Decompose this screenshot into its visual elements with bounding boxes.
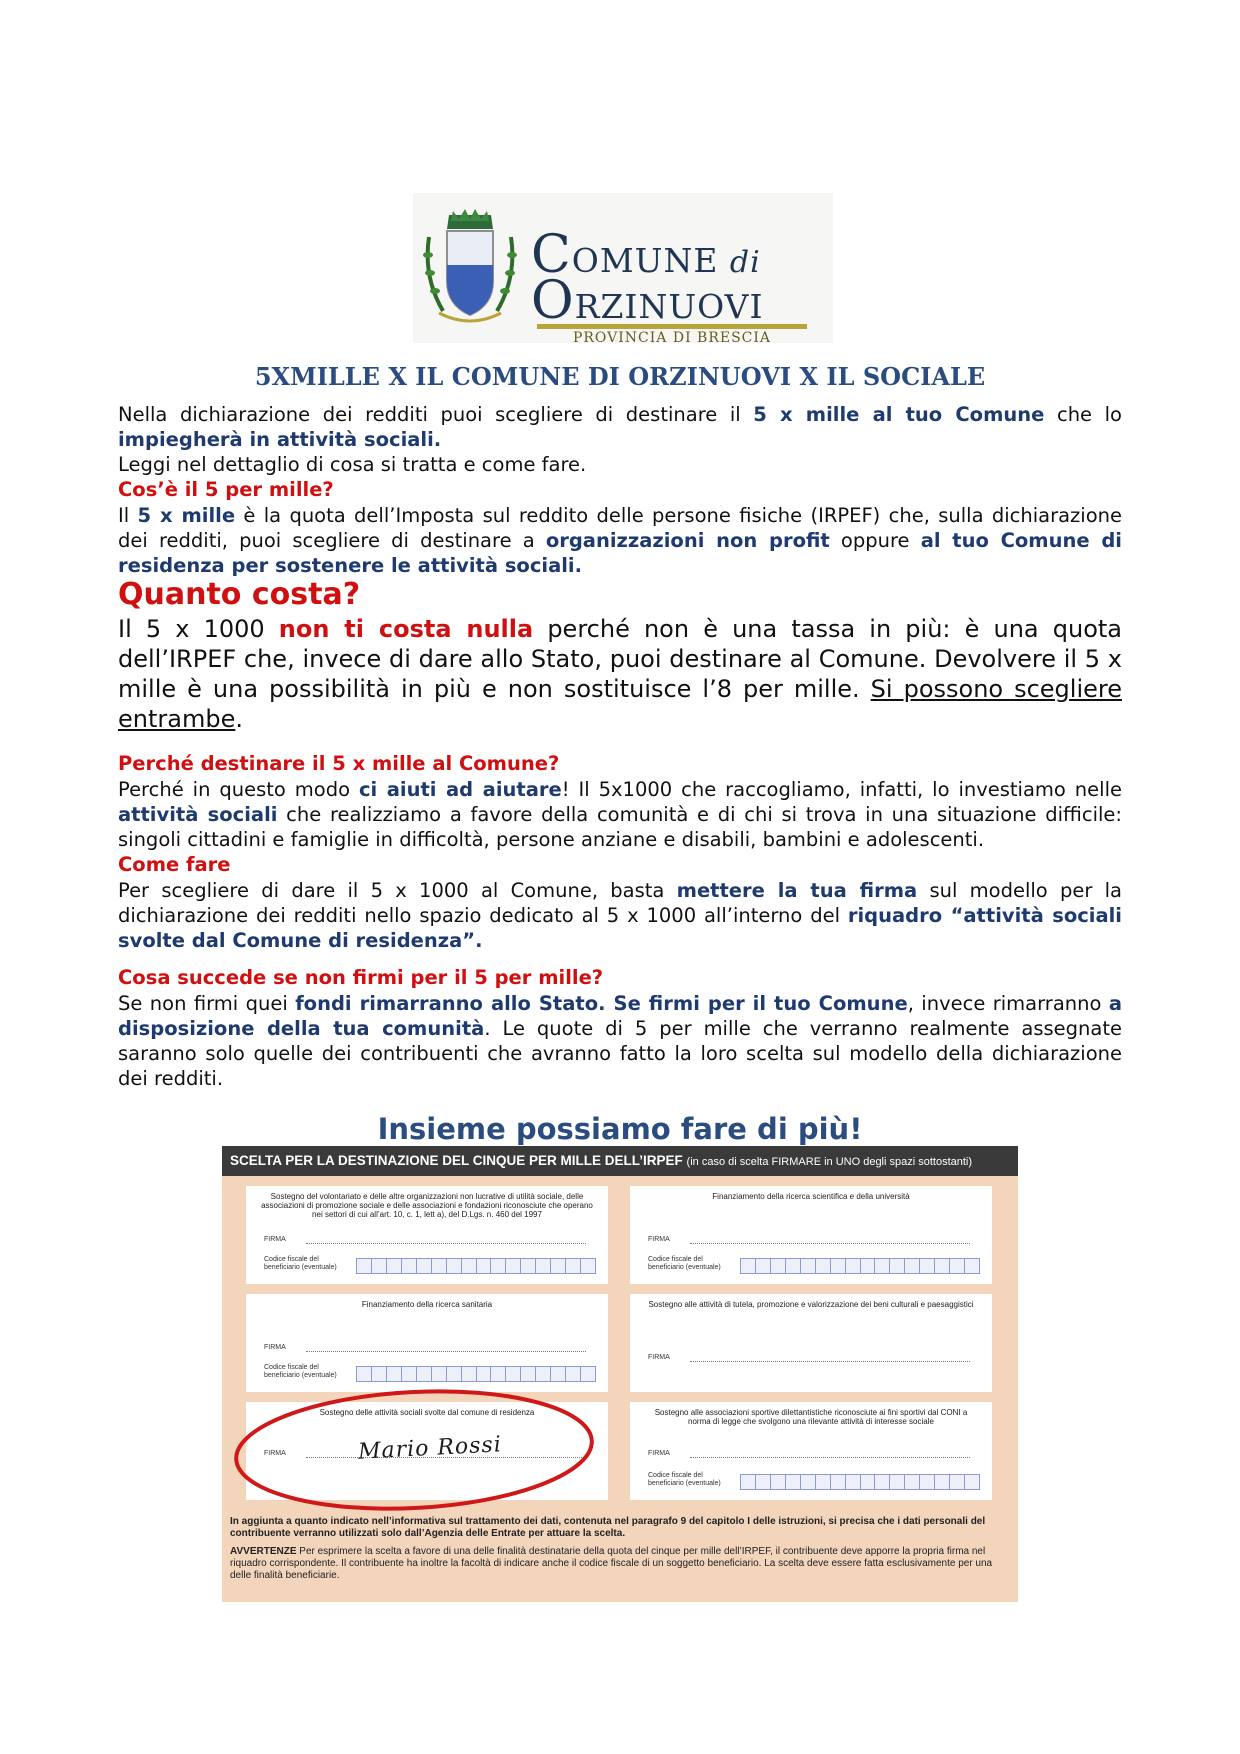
- heading-how: Come fare: [118, 853, 231, 876]
- what-paragraph: Il 5 x mille è la quota dell’Imposta sul reddito delle persone fisiche (IRPEF) che, sulla dichiarazione dei redditi, puoi scegliere di destinare a organizzazioni non profit oppure al tuo Comune di residenza per sostenere le attività sociali.: [118, 504, 1123, 577]
- intro-paragraph: Nella dichiarazione dei redditi puoi scegliere di destinare il 5 x mille al tuo Comune che lo impiegherà in attività sociali. Leggi nel dettaglio di cosa si tratta e come fare.: [118, 403, 1122, 476]
- logo-word-comune: COMUNE di: [531, 225, 761, 285]
- form-box-attivita-sociali: Sostegno delle attività sociali svolte dal comune di residenza FIRMA Mario Rossi: [246, 1402, 608, 1500]
- heading-what: Cos’è il 5 per mille?: [118, 478, 334, 501]
- heading-why: Perché destinare il 5 x mille al Comune?: [118, 752, 560, 775]
- call-to-action: Insieme possiamo fare di più!: [377, 1112, 863, 1146]
- form-box-beni-culturali: Sostegno alle attività di tutela, promozione e valorizzazione dei beni culturali e paesaggistici FIRMA: [630, 1294, 992, 1392]
- coat-of-arms-icon: [419, 207, 521, 331]
- form-privacy-note: In aggiunta a quanto indicato nell’informativa sul trattamento dei dati, contenuta nel paragrafo 9 del capitolo I delle istruzioni, si precisa che i dati personali del contribuente verranno utilizzati solo dall’Agenzia delle Entrate per attuare la scelta.: [230, 1516, 986, 1539]
- heading-cost: Quanto costa?: [118, 577, 361, 612]
- form-header: SCELTA PER LA DESTINAZIONE DEL CINQUE PER MILLE DELL’IRPEF (in caso di scelta FIRMARE in UNO degli spazi sottostanti): [222, 1146, 1018, 1176]
- form-box-sport: Sostegno alle associazioni sportive dilettantistiche riconosciute ai fini sportivi dal CONI a norma di legge che svolgono una rilevante attività di interesse sociale FIRMA Codice fiscale del beneficiario (eventuale): [630, 1402, 992, 1500]
- cf-grid: [740, 1474, 980, 1490]
- form-box-volontariato: Sostegno del volontariato e delle altre organizzazioni non lucrative di utilità sociale, delle associazioni di promozione sociale e delle associazioni e fondazioni riconosciute che operano nei settori di cui all’art. 10, c. 1, lett a), del D.Lgs. n. 460 del 1997 FIRMA Codice fiscale del beneficiario (eventuale): [246, 1186, 608, 1284]
- form-box-ricerca-scientifica: Finanziamento della ricerca scientifica e della università FIRMA Codice fiscale del beneficiario (eventuale): [630, 1186, 992, 1284]
- how-paragraph: Per scegliere di dare il 5 x 1000 al Comune, basta mettere la tua firma sul modello per la dichiarazione dei redditi nello spazio dedicato al 5 x 1000 all’interno del riquadro “attività sociali svolte dal Comune di residenza”.: [118, 879, 1122, 952]
- form-box-ricerca-sanitaria: Finanziamento della ricerca sanitaria FIRMA Codice fiscale del beneficiario (eventuale): [246, 1294, 608, 1392]
- cost-paragraph: Il 5 x 1000 non ti costa nulla perché non è una tassa in più: è una quota dell’IRPEF che, invece di dare allo Stato, puoi destinare al Comune. Devolvere il 5 x mille è una possibilità in più e non sostituisce l’8 per mille. Si possono scegliere entrambe.: [118, 615, 1122, 733]
- page-title: 5XMILLE X IL COMUNE DI ORZINUOVI X IL SOCIALE: [254, 362, 986, 391]
- intro-detail-text: Leggi nel dettaglio di cosa si tratta e come fare.: [118, 453, 587, 476]
- signature: Mario Rossi: [357, 1432, 503, 1465]
- why-paragraph: Perché in questo modo ci aiuti ad aiutare! Il 5x1000 che raccogliamo, infatti, lo investiamo nelle attività sociali che realizziamo a favore della comunità e di chi si trova in una situazione difficile: singoli cittadini e famiglie in difficoltà, persone anziane e disabili, bambini e adolescenti.: [118, 778, 1122, 851]
- cf-grid: [740, 1258, 980, 1274]
- cf-grid: [356, 1366, 596, 1382]
- comune-logo: [413, 193, 833, 346]
- tax-form-image: [222, 1146, 1018, 1602]
- logo-subtitle: PROVINCIA DI BRESCIA: [537, 324, 807, 346]
- heading-no-sign: Cosa succede se non firmi per il 5 per mille?: [118, 966, 604, 989]
- logo-word-orzinuovi: ORZINUOVI: [531, 271, 764, 331]
- cf-grid: [356, 1258, 596, 1274]
- form-warnings: AVVERTENZE Per esprimere la scelta a favore di una delle finalità destinatarie della quota del cinque per mille dell’IRPEF, il contribuente deve apporre la propria firma nel riquadro corrispondente. Il contribuente ha inoltre la facoltà di indicare anche il codice fiscale di un soggetto beneficiario. La scelta deve essere fatta esclusivamente per una delle finalità beneficiarie.: [230, 1546, 993, 1581]
- no-sign-paragraph: Se non firmi quei fondi rimarranno allo Stato. Se firmi per il tuo Comune, invece rimarranno a disposizione della tua comunità. Le quote di 5 per mille che verranno realmente assegnate saranno solo quelle dei contribuenti che avranno fatto la loro scelta sul modello della dichiarazione dei redditi.: [118, 992, 1123, 1090]
